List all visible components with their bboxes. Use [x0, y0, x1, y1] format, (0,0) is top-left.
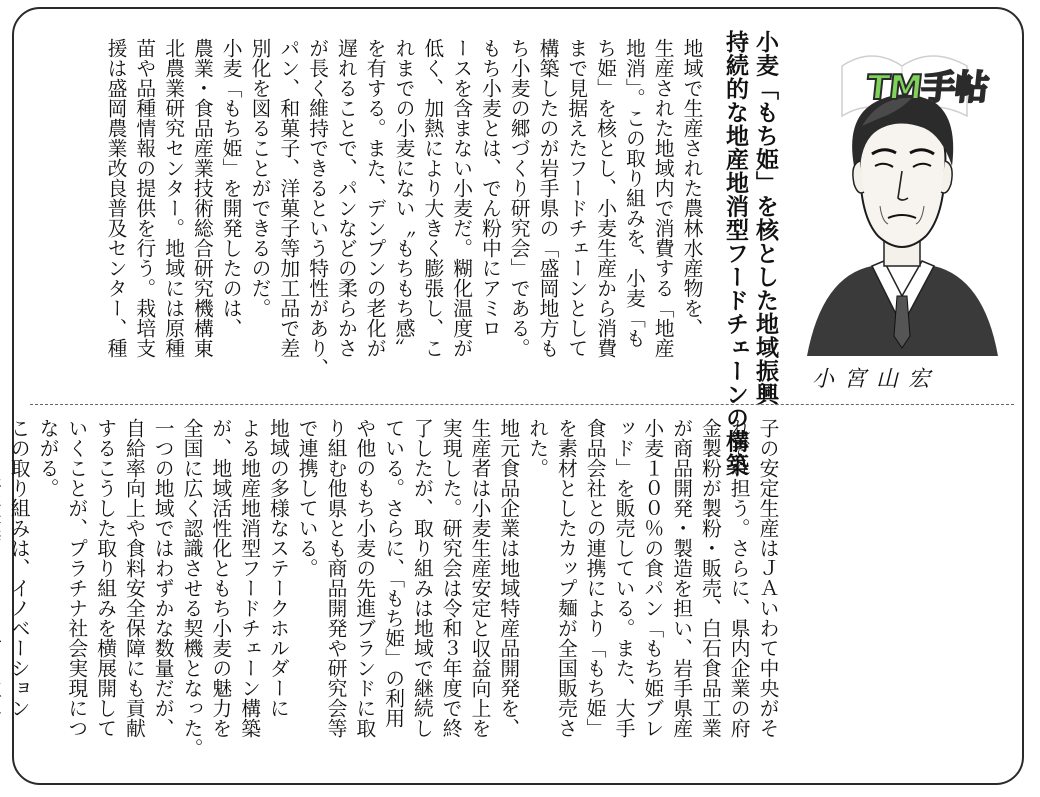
text-column: ている。さらに、「もち姫」の利用: [381, 418, 405, 728]
text-column: 援は盛岡農業改良普及センター、種: [104, 38, 127, 358]
text-column: ながる。: [36, 418, 59, 498]
text-column: ち姫」を核とし、小麦生産から消費: [593, 38, 617, 358]
text-column: り組む他県とも商品開発や研究会等: [324, 418, 347, 738]
text-column: れぞれ担う。さらに、県内企業の府: [727, 418, 751, 738]
section-divider: [30, 404, 1014, 405]
text-column: ッド」を販売している。また、大手: [612, 418, 635, 738]
text-column: 子の安定生産はＪＡいわて中央がそ: [756, 418, 779, 738]
text-column: 小麦「もち姫」を開発したのは、: [219, 38, 243, 338]
text-column: 一つの地域ではわずかな数量だが、: [151, 418, 175, 738]
text-column: よる地産地消型フードチェーン構築: [237, 418, 261, 738]
text-column: 苗や品種情報の提供を行う。栽培支: [132, 38, 156, 358]
text-column: 了したが、取り組みは地域で継続し: [410, 418, 434, 738]
text-column: もち小麦とは、でん粉中にアミロ: [478, 38, 502, 338]
text-column: 全国に広く認識させる契機となった。: [180, 418, 203, 758]
text-column: するこうした取り組みを横展開して: [93, 418, 117, 738]
text-column: ち小麦の郷づくり研究会」である。: [507, 38, 531, 358]
text-column: 地消」。この取り組みを、小麦「も: [622, 38, 646, 348]
text-column: パン、和菓子、洋菓子等加工品で差: [276, 38, 300, 358]
text-column: 小麦１００％の食パン「もち姫ブレ: [640, 418, 664, 738]
text-column: れまでの小麦にない〝もちもち感〟: [392, 38, 415, 358]
text-column: 地域の多様なステークホルダーに: [266, 418, 290, 718]
text-column: が、地域活性化ともち小麦の魅力を: [208, 418, 232, 738]
text-column: 低く、加熱により大きく膨張し、こ: [420, 38, 444, 358]
text-column: 地域で生産された農林水産物を、: [680, 38, 703, 338]
text-column: 自給率向上や食料安全保障にも貢献: [122, 418, 146, 738]
text-column: 別化を図ることができるのだ。: [248, 38, 271, 318]
text-column: や他のもち小麦の先進ブランドに取: [352, 418, 376, 738]
text-column: まで見据えたフードチェーンとして: [564, 38, 588, 358]
text-column: 農業・食品産業技術総合研究機構東: [190, 38, 214, 358]
text-column: を有する。また、デンプンの老化が: [363, 38, 387, 358]
text-column: 生産された地域内で消費する「地産: [651, 38, 675, 358]
text-column: れた。: [525, 418, 549, 478]
headline-line-2: 持続的な地産地消型フードチェーンの構築: [722, 30, 748, 477]
headline-line-1: 小麦「もち姫」を核とした地域振興: [752, 30, 778, 406]
text-column: が長く維持できるという特性があり、: [305, 38, 329, 378]
text-column: で連携している。: [295, 418, 319, 578]
text-column: いくことが、プラチナ社会実現につ: [64, 418, 88, 738]
text-column: を素材としたカップ麺が全国販売さ: [554, 418, 578, 738]
text-column: 実現した。研究会は令和３年度で終: [439, 418, 463, 738]
text-column: 金製粉が製粉・販売、白石食品工業: [698, 418, 722, 738]
text-column: ースを含まない小麦だ。糊化温度が: [449, 38, 473, 358]
text-column: 北農業研究センター。地域には原種: [161, 38, 185, 358]
text-column: この取り組みは、イノベーション: [7, 418, 31, 718]
text-column: 生産者は小麦生産安定と収益向上を: [468, 418, 491, 738]
column-logo: TM手帖: [864, 68, 990, 108]
text-column: 構築したのが岩手県の「盛岡地方も: [536, 38, 559, 358]
author-signature: 小宮山宏: [811, 367, 940, 392]
text-column: 遅れることで、パンなどの柔らかさ: [334, 38, 358, 358]
text-column: 食品会社との連携により「もち姫」: [583, 418, 607, 738]
text-column: 地元食品企業は地域特産品開発を、: [496, 418, 520, 738]
text-column: が商品開発・製造を担い、岩手県産: [669, 418, 693, 738]
